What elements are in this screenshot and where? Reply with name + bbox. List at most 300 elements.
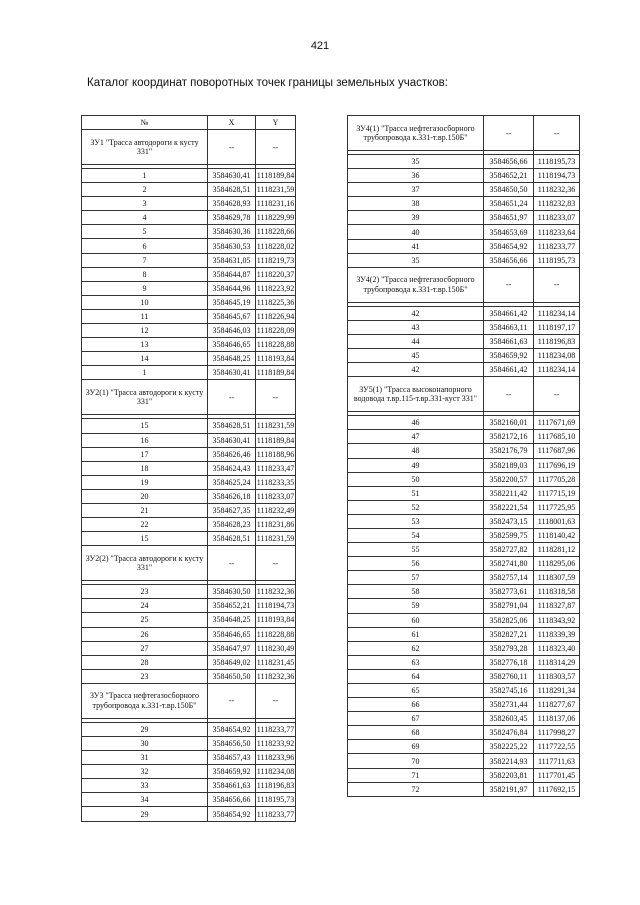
coordinates-table-right bbox=[347, 115, 580, 797]
coordinate-y: 1118194,73 bbox=[256, 599, 296, 613]
header-row bbox=[82, 116, 296, 130]
coordinate-x: 3582603,45 bbox=[484, 712, 534, 726]
point-number: 29 bbox=[82, 807, 208, 821]
point-number: 24 bbox=[82, 599, 208, 613]
coordinate-y: 1117722,55 bbox=[534, 740, 580, 754]
coordinate-y: 1118195,73 bbox=[256, 793, 296, 807]
parcel-name: ЗУ2(2) "Трасса автодороги к кусту 331" bbox=[82, 546, 208, 581]
coordinate-x: 3584626,18 bbox=[208, 489, 256, 503]
point-number: 54 bbox=[348, 528, 484, 542]
table-row bbox=[82, 183, 296, 197]
point-number: 42 bbox=[348, 306, 484, 320]
coordinate-y: 1118232,36 bbox=[534, 183, 580, 197]
coordinate-x: 3582476,84 bbox=[484, 726, 534, 740]
parcel-name: ЗУ2(1) "Трасса автодороги к кусту 331" bbox=[82, 380, 208, 415]
coordinate-y: 1118189,84 bbox=[256, 433, 296, 447]
coordinate-y: 1118233,92 bbox=[256, 737, 296, 751]
table-row bbox=[82, 751, 296, 765]
coordinate-x: 3584650,50 bbox=[208, 669, 256, 683]
coordinate-x: 3584630,53 bbox=[208, 239, 256, 253]
point-number: 6 bbox=[82, 239, 208, 253]
coordinate-x: 3584630,36 bbox=[208, 225, 256, 239]
point-number: 57 bbox=[348, 571, 484, 585]
coordinate-y: 1118231,86 bbox=[256, 518, 296, 532]
point-number: 53 bbox=[348, 514, 484, 528]
coordinate-y: 1118231,45 bbox=[256, 655, 296, 669]
table-row bbox=[348, 486, 580, 500]
point-number: 27 bbox=[82, 641, 208, 655]
coordinate-y: 1118229,99 bbox=[256, 211, 296, 225]
parcel-x-placeholder: -- bbox=[208, 380, 256, 415]
coordinate-y: 1117685,10 bbox=[534, 430, 580, 444]
coordinate-y: 1118231,16 bbox=[256, 197, 296, 211]
coordinate-x: 3582172,16 bbox=[484, 430, 534, 444]
coordinate-y: 1118343,92 bbox=[534, 613, 580, 627]
point-number: 35 bbox=[348, 253, 484, 267]
point-number: 35 bbox=[348, 155, 484, 169]
coordinate-y: 1118140,42 bbox=[534, 528, 580, 542]
header-number: № bbox=[82, 116, 208, 130]
coordinate-x: 3582211,42 bbox=[484, 486, 534, 500]
point-number: 48 bbox=[348, 444, 484, 458]
point-number: 15 bbox=[82, 419, 208, 433]
coordinate-y: 1118232,36 bbox=[256, 585, 296, 599]
coordinate-y: 1118233,35 bbox=[256, 475, 296, 489]
coordinate-y: 1118188,96 bbox=[256, 447, 296, 461]
parcel-y-placeholder: -- bbox=[534, 267, 580, 302]
point-number: 10 bbox=[82, 295, 208, 309]
table-row bbox=[82, 489, 296, 503]
table-row bbox=[82, 295, 296, 309]
coordinate-y: 1118233,96 bbox=[256, 751, 296, 765]
coordinate-x: 3584626,46 bbox=[208, 447, 256, 461]
table-row bbox=[348, 641, 580, 655]
table-row bbox=[348, 197, 580, 211]
coordinate-y: 1118228,88 bbox=[256, 627, 296, 641]
coordinate-x: 3584652,21 bbox=[484, 169, 534, 183]
coordinate-x: 3584651,24 bbox=[484, 197, 534, 211]
coordinate-y: 1118233,47 bbox=[256, 461, 296, 475]
coordinate-x: 3584646,03 bbox=[208, 324, 256, 338]
point-number: 71 bbox=[348, 768, 484, 782]
table-row bbox=[348, 416, 580, 430]
coordinate-x: 3584630,50 bbox=[208, 585, 256, 599]
point-number: 61 bbox=[348, 627, 484, 641]
point-number: 62 bbox=[348, 641, 484, 655]
table-row bbox=[82, 267, 296, 281]
coordinate-x: 3582214,93 bbox=[484, 754, 534, 768]
coordinate-x: 3584628,51 bbox=[208, 183, 256, 197]
table-row bbox=[82, 281, 296, 295]
coordinate-y: 1118339,39 bbox=[534, 627, 580, 641]
coordinate-x: 3584647,97 bbox=[208, 641, 256, 655]
parcel-y-placeholder: -- bbox=[534, 377, 580, 412]
table-row bbox=[82, 197, 296, 211]
point-number: 63 bbox=[348, 655, 484, 669]
parcel-x-placeholder: -- bbox=[484, 116, 534, 151]
coordinate-y: 1118281,12 bbox=[534, 543, 580, 557]
coordinate-x: 3584646,65 bbox=[208, 627, 256, 641]
coordinate-x: 3584625,24 bbox=[208, 475, 256, 489]
page-number: 421 bbox=[310, 40, 330, 52]
coordinate-y: 1118233,77 bbox=[534, 239, 580, 253]
table-row bbox=[348, 782, 580, 796]
coordinate-x: 3584657,43 bbox=[208, 751, 256, 765]
coordinate-y: 1118233,77 bbox=[256, 807, 296, 821]
table-row bbox=[348, 239, 580, 253]
header-x: X bbox=[208, 116, 256, 130]
coordinate-x: 3584656,66 bbox=[208, 793, 256, 807]
coordinate-y: 1118220,37 bbox=[256, 267, 296, 281]
table-row bbox=[82, 239, 296, 253]
coordinate-y: 1118230,49 bbox=[256, 641, 296, 655]
coordinate-x: 3582599,75 bbox=[484, 528, 534, 542]
coordinate-x: 3584661,63 bbox=[208, 779, 256, 793]
point-number: 14 bbox=[82, 352, 208, 366]
coordinate-y: 1117692,15 bbox=[534, 782, 580, 796]
point-number: 36 bbox=[348, 169, 484, 183]
point-number: 2 bbox=[82, 183, 208, 197]
coordinate-x: 3584650,50 bbox=[484, 183, 534, 197]
coordinate-y: 1118223,92 bbox=[256, 281, 296, 295]
point-number: 25 bbox=[82, 613, 208, 627]
point-number: 13 bbox=[82, 338, 208, 352]
table-row bbox=[348, 430, 580, 444]
coordinate-x: 3582773,61 bbox=[484, 585, 534, 599]
point-number: 32 bbox=[82, 765, 208, 779]
parcel-section-row bbox=[348, 267, 580, 302]
coordinate-y: 1118314,29 bbox=[534, 655, 580, 669]
coordinate-y: 1118232,36 bbox=[256, 669, 296, 683]
coordinate-x: 3582776,18 bbox=[484, 655, 534, 669]
table-row bbox=[348, 472, 580, 486]
table-row bbox=[348, 155, 580, 169]
table-row bbox=[348, 669, 580, 683]
table-row bbox=[348, 211, 580, 225]
coordinate-x: 3582727,82 bbox=[484, 543, 534, 557]
coordinate-y: 1118303,57 bbox=[534, 669, 580, 683]
coordinate-y: 1118226,94 bbox=[256, 309, 296, 323]
coordinate-x: 3584654,92 bbox=[208, 807, 256, 821]
table-row bbox=[82, 722, 296, 736]
table-row bbox=[82, 669, 296, 683]
coordinate-y: 1118234,14 bbox=[534, 306, 580, 320]
parcel-section-row bbox=[82, 380, 296, 415]
table-row bbox=[348, 627, 580, 641]
point-number: 44 bbox=[348, 334, 484, 348]
point-number: 38 bbox=[348, 197, 484, 211]
coordinate-x: 3584628,23 bbox=[208, 518, 256, 532]
point-number: 66 bbox=[348, 698, 484, 712]
table-row bbox=[348, 500, 580, 514]
coordinate-y: 1118234,08 bbox=[534, 349, 580, 363]
table-row bbox=[348, 613, 580, 627]
point-number: 22 bbox=[82, 518, 208, 532]
coordinate-y: 1118307,59 bbox=[534, 571, 580, 585]
coordinate-x: 3582825,06 bbox=[484, 613, 534, 627]
coordinate-x: 3584644,87 bbox=[208, 267, 256, 281]
point-number: 69 bbox=[348, 740, 484, 754]
coordinate-x: 3584659,92 bbox=[208, 765, 256, 779]
coordinate-y: 1117705,28 bbox=[534, 472, 580, 486]
parcel-name: ЗУ3 "Трасса нефтегазосборного трубопровода к.331-т.вр.150Б" bbox=[82, 683, 208, 718]
point-number: 65 bbox=[348, 684, 484, 698]
point-number: 15 bbox=[82, 532, 208, 546]
coordinate-x: 3582745,16 bbox=[484, 684, 534, 698]
point-number: 5 bbox=[82, 225, 208, 239]
table-row bbox=[82, 532, 296, 546]
coordinate-y: 1117711,63 bbox=[534, 754, 580, 768]
coordinate-x: 3584652,21 bbox=[208, 599, 256, 613]
coordinate-x: 3582741,80 bbox=[484, 557, 534, 571]
coordinate-x: 3584648,25 bbox=[208, 352, 256, 366]
point-number: 1 bbox=[82, 169, 208, 183]
point-number: 12 bbox=[82, 324, 208, 338]
coordinate-x: 3584648,25 bbox=[208, 613, 256, 627]
table-row bbox=[348, 225, 580, 239]
parcel-section-row bbox=[82, 130, 296, 165]
table-row bbox=[348, 684, 580, 698]
coordinate-y: 1118195,73 bbox=[534, 155, 580, 169]
table-row bbox=[82, 641, 296, 655]
parcel-y-placeholder: -- bbox=[534, 116, 580, 151]
point-number: 72 bbox=[348, 782, 484, 796]
point-number: 70 bbox=[348, 754, 484, 768]
point-number: 55 bbox=[348, 543, 484, 557]
coordinate-y: 1118001,63 bbox=[534, 514, 580, 528]
table-row bbox=[82, 655, 296, 669]
coordinate-y: 1118196,83 bbox=[256, 779, 296, 793]
table-row bbox=[348, 320, 580, 334]
coordinate-x: 3582827,21 bbox=[484, 627, 534, 641]
parcel-name: ЗУ4(2) "Трасса нефтегазосборного трубопровода к.331-т.вр.150Б" bbox=[348, 267, 484, 302]
point-number: 17 bbox=[82, 447, 208, 461]
table-row bbox=[348, 754, 580, 768]
point-number: 58 bbox=[348, 585, 484, 599]
table-row bbox=[82, 338, 296, 352]
coordinate-y: 1118189,84 bbox=[256, 169, 296, 183]
coordinate-x: 3582189,03 bbox=[484, 458, 534, 472]
coordinate-x: 3584656,50 bbox=[208, 737, 256, 751]
coordinate-x: 3584629,78 bbox=[208, 211, 256, 225]
coordinate-x: 3584628,51 bbox=[208, 532, 256, 546]
coordinate-x: 3582793,28 bbox=[484, 641, 534, 655]
table-row bbox=[82, 599, 296, 613]
point-number: 56 bbox=[348, 557, 484, 571]
table-row bbox=[82, 585, 296, 599]
coordinate-x: 3584628,93 bbox=[208, 197, 256, 211]
coordinate-y: 1118295,06 bbox=[534, 557, 580, 571]
coordinate-y: 1118194,73 bbox=[534, 169, 580, 183]
point-number: 41 bbox=[348, 239, 484, 253]
table-row bbox=[82, 433, 296, 447]
coordinate-y: 1118233,07 bbox=[534, 211, 580, 225]
coordinate-x: 3584661,42 bbox=[484, 306, 534, 320]
table-row bbox=[82, 225, 296, 239]
point-number: 26 bbox=[82, 627, 208, 641]
point-number: 45 bbox=[348, 349, 484, 363]
table-row bbox=[348, 183, 580, 197]
table-row bbox=[348, 557, 580, 571]
coordinate-y: 1118193,84 bbox=[256, 352, 296, 366]
coordinate-y: 1118232,83 bbox=[534, 197, 580, 211]
table-row bbox=[348, 169, 580, 183]
parcel-section-row bbox=[348, 116, 580, 151]
point-number: 68 bbox=[348, 726, 484, 740]
coordinate-x: 3584644,96 bbox=[208, 281, 256, 295]
point-number: 46 bbox=[348, 416, 484, 430]
table-row bbox=[348, 444, 580, 458]
table-row bbox=[82, 793, 296, 807]
table-row bbox=[82, 779, 296, 793]
parcel-y-placeholder: -- bbox=[256, 130, 296, 165]
parcel-name: ЗУ4(1) "Трасса нефтегазосборного трубопровода к.331-т.вр.150Б" bbox=[348, 116, 484, 151]
table-row bbox=[348, 363, 580, 377]
point-number: 29 bbox=[82, 722, 208, 736]
coordinate-x: 3582221,54 bbox=[484, 500, 534, 514]
coordinate-x: 3584627,35 bbox=[208, 503, 256, 517]
coordinate-y: 1118233,07 bbox=[256, 489, 296, 503]
table-row bbox=[348, 712, 580, 726]
table-row bbox=[348, 571, 580, 585]
coordinate-y: 1118195,73 bbox=[534, 253, 580, 267]
point-number: 52 bbox=[348, 500, 484, 514]
point-number: 49 bbox=[348, 458, 484, 472]
parcel-y-placeholder: -- bbox=[256, 683, 296, 718]
point-number: 21 bbox=[82, 503, 208, 517]
coordinate-x: 3584659,92 bbox=[484, 349, 534, 363]
coordinate-y: 1118228,66 bbox=[256, 225, 296, 239]
coordinate-x: 3582473,15 bbox=[484, 514, 534, 528]
coordinate-x: 3582791,04 bbox=[484, 599, 534, 613]
table-row bbox=[82, 253, 296, 267]
coordinate-y: 1117725,95 bbox=[534, 500, 580, 514]
table-row bbox=[82, 169, 296, 183]
point-number: 37 bbox=[348, 183, 484, 197]
table-row bbox=[82, 737, 296, 751]
coordinate-x: 3584630,41 bbox=[208, 366, 256, 380]
point-number: 30 bbox=[82, 737, 208, 751]
coordinate-x: 3584624,43 bbox=[208, 461, 256, 475]
coordinate-x: 3584630,41 bbox=[208, 169, 256, 183]
coordinate-y: 1117998,27 bbox=[534, 726, 580, 740]
point-number: 51 bbox=[348, 486, 484, 500]
table-row bbox=[82, 211, 296, 225]
table-row bbox=[348, 528, 580, 542]
table-row bbox=[82, 475, 296, 489]
table-row bbox=[348, 698, 580, 712]
coordinate-y: 1118277,67 bbox=[534, 698, 580, 712]
table-row bbox=[348, 726, 580, 740]
point-number: 47 bbox=[348, 430, 484, 444]
table-row bbox=[348, 585, 580, 599]
point-number: 20 bbox=[82, 489, 208, 503]
coordinate-y: 1118233,77 bbox=[256, 722, 296, 736]
table-row bbox=[82, 613, 296, 627]
coordinate-y: 1118291,34 bbox=[534, 684, 580, 698]
coordinate-x: 3584656,66 bbox=[484, 155, 534, 169]
coordinate-y: 1118233,64 bbox=[534, 225, 580, 239]
point-number: 4 bbox=[82, 211, 208, 225]
coordinate-y: 1118219,73 bbox=[256, 253, 296, 267]
parcel-name: ЗУ1 "Трасса автодороги к кусту 331" bbox=[82, 130, 208, 165]
point-number: 50 bbox=[348, 472, 484, 486]
coordinate-x: 3582760,11 bbox=[484, 669, 534, 683]
point-number: 33 bbox=[82, 779, 208, 793]
point-number: 31 bbox=[82, 751, 208, 765]
coordinate-y: 1118225,36 bbox=[256, 295, 296, 309]
catalog-caption: Каталог координат поворотных точек границы земельных участков: bbox=[87, 77, 448, 89]
coordinate-x: 3584654,92 bbox=[208, 722, 256, 736]
parcel-section-row bbox=[82, 546, 296, 581]
point-number: 1 bbox=[82, 366, 208, 380]
coordinate-x: 3584653,69 bbox=[484, 225, 534, 239]
coordinate-y: 1118137,06 bbox=[534, 712, 580, 726]
coordinate-x: 3584628,51 bbox=[208, 419, 256, 433]
parcel-section-row bbox=[348, 377, 580, 412]
point-number: 8 bbox=[82, 267, 208, 281]
point-number: 18 bbox=[82, 461, 208, 475]
coordinate-y: 1118196,83 bbox=[534, 334, 580, 348]
point-number: 67 bbox=[348, 712, 484, 726]
coordinate-y: 1118189,84 bbox=[256, 366, 296, 380]
coordinates-table-left bbox=[81, 115, 296, 822]
point-number: 28 bbox=[82, 655, 208, 669]
parcel-x-placeholder: -- bbox=[208, 130, 256, 165]
point-number: 34 bbox=[82, 793, 208, 807]
parcel-x-placeholder: -- bbox=[484, 377, 534, 412]
table-row bbox=[348, 514, 580, 528]
coordinate-y: 1118228,09 bbox=[256, 324, 296, 338]
coordinate-x: 3584649,02 bbox=[208, 655, 256, 669]
coordinate-y: 1118231,59 bbox=[256, 183, 296, 197]
point-number: 39 bbox=[348, 211, 484, 225]
coordinate-x: 3582160,01 bbox=[484, 416, 534, 430]
coordinate-x: 3582176,79 bbox=[484, 444, 534, 458]
coordinate-y: 1118228,02 bbox=[256, 239, 296, 253]
point-number: 16 bbox=[82, 433, 208, 447]
coordinate-x: 3584646,65 bbox=[208, 338, 256, 352]
coordinate-x: 3582757,14 bbox=[484, 571, 534, 585]
coordinate-y: 1118234,08 bbox=[256, 765, 296, 779]
coordinate-x: 3582200,57 bbox=[484, 472, 534, 486]
table-row bbox=[82, 366, 296, 380]
point-number: 19 bbox=[82, 475, 208, 489]
point-number: 59 bbox=[348, 599, 484, 613]
coordinate-y: 1118327,87 bbox=[534, 599, 580, 613]
coordinate-y: 1117696,19 bbox=[534, 458, 580, 472]
coordinate-x: 3584661,63 bbox=[484, 334, 534, 348]
parcel-x-placeholder: -- bbox=[208, 546, 256, 581]
coordinate-x: 3582203,81 bbox=[484, 768, 534, 782]
coordinate-y: 1118193,84 bbox=[256, 613, 296, 627]
parcel-x-placeholder: -- bbox=[484, 267, 534, 302]
parcel-name: ЗУ5(1) "Трасса высоконапорного водовода т.вр.115-т.вр.331-куст 331" bbox=[348, 377, 484, 412]
table-row bbox=[348, 253, 580, 267]
coordinate-x: 3584654,92 bbox=[484, 239, 534, 253]
point-number: 40 bbox=[348, 225, 484, 239]
table-row bbox=[82, 807, 296, 821]
table-row bbox=[82, 503, 296, 517]
coordinate-x: 3584645,67 bbox=[208, 309, 256, 323]
coordinate-y: 1118228,88 bbox=[256, 338, 296, 352]
table-row bbox=[82, 447, 296, 461]
parcel-section-row bbox=[82, 683, 296, 718]
coordinate-y: 1118232,49 bbox=[256, 503, 296, 517]
point-number: 7 bbox=[82, 253, 208, 267]
point-number: 9 bbox=[82, 281, 208, 295]
table-row bbox=[348, 655, 580, 669]
